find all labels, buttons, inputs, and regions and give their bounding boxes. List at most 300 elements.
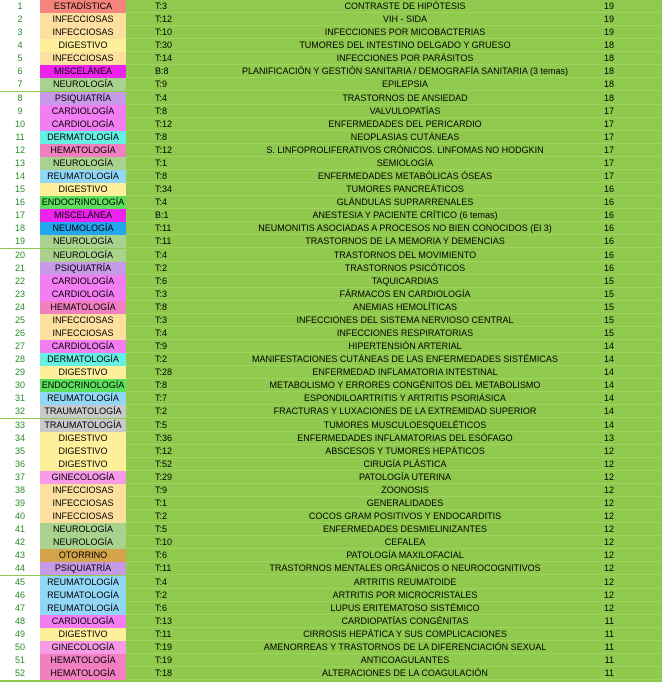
topic-code-cell[interactable]: T:11 [155,223,172,234]
table-row[interactable] [0,92,662,105]
row-number[interactable]: 49 [0,628,40,641]
specialty-cell[interactable]: ENDOCRINOLOGÍA [41,380,125,391]
row-number[interactable]: 23 [0,288,40,301]
topic-code-cell[interactable]: T:11 [155,563,172,574]
table-row[interactable] [0,484,662,497]
topic-name-cell[interactable]: NEOPLASIAS CUTÁNEAS [350,131,460,142]
row-number[interactable]: 17 [0,209,40,222]
question-count-cell[interactable]: 17 [603,118,614,129]
topic-code-cell[interactable]: T:13 [155,615,173,626]
question-count-cell[interactable]: 15 [603,301,614,312]
question-count-cell[interactable]: 15 [603,314,614,325]
question-count-cell[interactable]: 12 [603,498,614,509]
row-number[interactable]: 36 [0,458,40,471]
row-number[interactable]: 40 [0,510,40,523]
question-count-cell[interactable]: 14 [603,354,614,365]
row-number[interactable]: 18 [0,222,40,235]
specialty-cell[interactable]: INFECCIOSAS [40,26,126,39]
table-row[interactable] [0,301,662,314]
topic-code-cell[interactable]: T:36 [155,432,173,443]
table-row[interactable] [0,667,662,680]
row-number[interactable]: 27 [0,340,40,353]
table-row[interactable] [0,314,662,327]
question-count-cell[interactable]: 19 [603,1,614,11]
table-row[interactable] [0,353,662,366]
table-row[interactable] [0,222,662,235]
topic-code-cell[interactable]: T:28 [155,367,173,378]
topic-code-cell[interactable]: B:8 [155,66,169,77]
row-number[interactable]: 32 [0,405,40,418]
table-row[interactable] [0,405,662,418]
specialty-cell[interactable]: DIGESTIVO [40,366,126,379]
table-row[interactable] [0,262,662,275]
topic-name-cell[interactable]: ARTRITIS REUMATOIDE [353,576,457,587]
specialty-cell[interactable]: INFECCIOSAS [40,484,126,497]
topic-code-cell[interactable]: T:3 [155,314,168,325]
row-number[interactable]: 16 [0,196,40,209]
table-row[interactable] [0,392,662,405]
row-number[interactable]: 46 [0,589,40,602]
question-count-cell[interactable]: 12 [603,524,614,535]
specialty-cell[interactable]: PSIQUIATRÍA [40,92,126,105]
topic-name-cell[interactable]: ANESTESIA Y PACIENTE CRÍTICO (6 temas) [312,210,498,221]
table-row[interactable] [0,576,662,589]
specialty-cell[interactable]: NEUMOLOGÍA [40,222,126,235]
topic-name-cell[interactable]: ENFERMEDADES METABÓLICAS ÓSEAS [317,171,493,182]
specialty-cell[interactable]: INFECCIOSAS [40,13,126,26]
row-number[interactable]: 1 [0,0,40,13]
question-count-cell[interactable]: 17 [603,157,614,168]
row-number[interactable]: 44 [0,562,40,575]
row-number[interactable]: 42 [0,536,40,549]
specialty-cell[interactable]: HEMATOLOGÍA [40,144,126,157]
specialty-cell[interactable]: GINECOLOGÍA [40,471,126,484]
topic-name-cell[interactable]: TRASTORNOS DE ANSIEDAD [342,92,468,103]
row-number[interactable]: 9 [0,105,40,118]
table-row[interactable] [0,589,662,602]
topic-name-cell[interactable]: TRASTORNOS DEL MOVIMIENTO [333,249,477,260]
topic-name-cell[interactable]: ENFERMEDADES DEL PERICARDIO [328,118,482,129]
question-count-cell[interactable]: 16 [603,197,614,208]
table-row[interactable] [0,209,662,222]
topic-code-cell[interactable]: T:8 [155,131,168,142]
row-number[interactable]: 28 [0,353,40,366]
topic-name-cell[interactable]: ANTICOAGULANTES [360,655,450,665]
table-row[interactable] [0,432,662,445]
table-row[interactable] [0,654,662,667]
row-number[interactable]: 21 [0,262,40,275]
row-number[interactable]: 31 [0,392,40,405]
topic-name-cell[interactable]: AMENORREAS Y TRASTORNOS DE LA DIFERENCIACIÓN SEXUAL [263,641,547,652]
table-row[interactable] [0,26,662,39]
row-number[interactable]: 22 [0,275,40,288]
question-count-cell[interactable]: 15 [603,328,614,338]
table-row[interactable] [0,628,662,641]
question-count-cell[interactable]: 12 [603,537,614,548]
topic-name-cell[interactable]: CIRUGÍA PLÁSTICA [363,458,447,469]
question-count-cell[interactable]: 13 [603,432,614,443]
question-count-cell[interactable]: 14 [603,367,614,378]
topic-name-cell[interactable]: ALTERACIONES DE LA COAGULACIÓN [322,668,488,679]
topic-code-cell[interactable]: T:4 [155,197,168,208]
question-count-cell[interactable]: 16 [603,262,614,273]
row-number[interactable]: 38 [0,484,40,497]
topic-name-cell[interactable]: INFECCIONES DEL SISTEMA NERVIOSO CENTRAL [296,314,514,325]
table-row[interactable] [0,327,662,340]
topic-name-cell[interactable]: ANEMIAS HEMOLÍTICAS [352,301,458,312]
specialty-cell[interactable]: REUMATOLOGÍA [40,392,126,405]
specialty-cell[interactable]: DERMATOLOGÍA [40,353,126,366]
specialty-cell[interactable]: REUMATOLOGÍA [40,589,126,602]
topic-code-cell[interactable]: T:7 [155,393,168,404]
topic-code-cell[interactable]: T:3 [155,288,168,299]
specialty-cell[interactable]: HEMATOLOGÍA [40,301,126,314]
table-row[interactable] [0,249,662,262]
row-number[interactable]: 48 [0,615,40,628]
question-count-cell[interactable]: 15 [603,275,614,286]
topic-name-cell[interactable]: TRASTORNOS MENTALES ORGÁNICOS O NEUROCOGNITIVOS [269,563,541,574]
table-row[interactable] [0,105,662,118]
specialty-cell[interactable]: DERMATOLOGÍA [40,131,126,144]
topic-name-cell[interactable]: VALVULOPATÍAS [369,105,441,116]
topic-name-cell[interactable]: LUPUS ERITEMATOSO SISTÉMICO [330,602,480,613]
specialty-cell[interactable]: NEUROLOGÍA [40,249,126,262]
topic-name-cell[interactable]: ENFERMEDADES INFLAMATORIAS DEL ESÓFAGO [297,432,513,443]
question-count-cell[interactable]: 18 [603,53,614,64]
question-count-cell[interactable]: 12 [603,511,614,522]
topic-name-cell[interactable]: GENERALIDADES [366,498,444,509]
topic-name-cell[interactable]: MANIFESTACIONES CUTÁNEAS DE LAS ENFERMEDADES SISTÉMICAS [252,354,558,365]
topic-code-cell[interactable]: T:12 [155,14,173,25]
topic-code-cell[interactable]: T:2 [155,589,168,600]
row-number[interactable]: 25 [0,314,40,327]
row-number[interactable]: 39 [0,497,40,510]
question-count-cell[interactable]: 17 [603,171,614,182]
specialty-cell[interactable]: CARDIOLOGÍA [40,288,126,301]
topic-code-cell[interactable]: B:1 [155,210,169,221]
topic-code-cell[interactable]: T:6 [155,602,168,613]
topic-name-cell[interactable]: TUMORES PANCREÁTICOS [346,184,464,195]
table-row[interactable] [0,497,662,510]
table-row[interactable] [0,641,662,654]
specialty-cell[interactable]: NEUROLOGÍA [40,235,126,248]
topic-code-cell[interactable]: T:10 [155,27,173,38]
specialty-cell[interactable]: MISCELÁNEA [40,65,126,78]
row-number[interactable]: 41 [0,523,40,536]
specialty-cell[interactable]: NEUROLOGÍA [40,157,126,170]
topic-code-cell[interactable]: T:2 [155,262,168,273]
topic-code-cell[interactable]: T:9 [155,341,168,352]
topic-code-cell[interactable]: T:19 [155,641,173,652]
table-row[interactable] [0,340,662,353]
row-number[interactable]: 43 [0,549,40,562]
specialty-cell[interactable]: CARDIOLOGÍA [40,340,126,353]
table-row[interactable] [0,144,662,157]
topic-name-cell[interactable]: GLÁNDULAS SUPRARRENALES [336,197,474,208]
topic-code-cell[interactable]: T:34 [155,184,173,195]
topic-code-cell[interactable]: T:6 [155,550,168,561]
specialty-cell[interactable]: DIGESTIVO [40,628,126,641]
row-number[interactable]: 3 [0,26,40,39]
question-count-cell[interactable]: 12 [603,484,614,495]
table-row[interactable] [0,0,662,13]
row-number[interactable]: 13 [0,157,40,170]
table-row[interactable] [0,13,662,26]
table-row[interactable] [0,52,662,65]
question-count-cell[interactable]: 14 [603,419,614,430]
question-count-cell[interactable]: 16 [603,184,614,195]
specialty-cell[interactable]: DIGESTIVO [40,458,126,471]
topic-code-cell[interactable]: T:8 [155,380,168,391]
row-number[interactable]: 19 [0,235,40,248]
table-row[interactable] [0,602,662,615]
topic-name-cell[interactable]: TUMORES DEL INTESTINO DELGADO Y GRUESO [299,40,511,51]
question-count-cell[interactable]: 14 [603,380,614,391]
topic-code-cell[interactable]: T:52 [155,458,173,469]
specialty-cell[interactable]: INFECCIOSAS [40,327,126,340]
question-count-cell[interactable]: 11 [604,655,614,665]
table-row[interactable] [0,471,662,484]
row-number[interactable]: 30 [0,379,40,392]
specialty-cell[interactable]: PSIQUIATRÍA [40,262,126,275]
topic-code-cell[interactable]: T:2 [155,354,168,365]
table-row[interactable] [0,510,662,523]
specialty-cell[interactable]: TRAUMATOLOGÍA [40,419,126,432]
question-count-cell[interactable]: 18 [603,92,614,103]
row-number[interactable]: 12 [0,144,40,157]
row-number[interactable]: 52 [0,667,40,680]
topic-code-cell[interactable]: T:1 [155,498,168,509]
question-count-cell[interactable]: 12 [603,602,614,613]
question-count-cell[interactable]: 11 [604,641,614,652]
question-count-cell[interactable]: 12 [603,563,614,574]
specialty-cell[interactable]: DIGESTIVO [40,445,126,458]
table-row[interactable] [0,549,662,562]
row-number[interactable]: 11 [0,131,40,144]
topic-code-cell[interactable]: T:4 [155,328,168,338]
table-row[interactable] [0,615,662,628]
topic-name-cell[interactable]: ZOONOSIS [381,484,429,495]
topic-code-cell[interactable]: T:30 [155,40,173,51]
topic-name-cell[interactable]: PATOLOGÍA UTERINA [358,471,452,482]
specialty-cell[interactable]: REUMATOLOGÍA [40,170,126,183]
topic-code-cell[interactable]: T:14 [155,53,173,64]
row-number[interactable]: 15 [0,183,40,196]
row-number[interactable]: 33 [0,419,40,432]
topic-code-cell[interactable]: T:9 [155,79,168,90]
topic-name-cell[interactable]: CIRROSIS HEPÁTICA Y SUS COMPLICACIONES [303,628,507,639]
table-row[interactable] [0,419,662,432]
question-count-cell[interactable]: 16 [603,223,614,234]
row-number[interactable]: 45 [0,576,40,589]
topic-name-cell[interactable]: TRASTORNOS DE LA MEMORIA Y DEMENCIAS [305,236,505,247]
topic-name-cell[interactable]: ESPONDILOARTRITIS Y ARTRITIS PSORIÁSICA [304,393,506,404]
question-count-cell[interactable]: 14 [603,393,614,404]
table-row[interactable] [0,445,662,458]
topic-name-cell[interactable]: ABSCESOS Y TUMORES HEPÁTICOS [325,445,485,456]
topic-name-cell[interactable]: CARDIOPATÍAS CONGÉNITAS [341,615,469,626]
question-count-cell[interactable]: 16 [603,249,614,260]
question-count-cell[interactable]: 11 [604,615,614,626]
specialty-cell[interactable]: NEUROLOGÍA [40,523,126,536]
topic-code-cell[interactable]: T:2 [155,511,168,522]
topic-code-cell[interactable]: T:11 [155,628,172,639]
topic-code-cell[interactable]: T:4 [155,249,168,260]
topic-code-cell[interactable]: T:10 [155,537,173,548]
specialty-cell[interactable]: REUMATOLOGÍA [40,576,126,589]
topic-name-cell[interactable]: EPILEPSIA [381,79,429,90]
topic-name-cell[interactable]: FÁRMACOS EN CARDIOLOGÍA [339,288,471,299]
question-count-cell[interactable]: 12 [603,576,614,587]
specialty-cell[interactable]: INFECCIOSAS [40,52,126,65]
question-count-cell[interactable]: 12 [603,471,614,482]
row-number[interactable]: 6 [0,65,40,78]
topic-name-cell[interactable]: S. LINFOPROLIFERATIVOS CRÓNICOS. LINFOMAS NO HODGKIN [266,144,544,155]
topic-name-cell[interactable]: TRASTORNOS PSICÓTICOS [344,262,466,273]
specialty-cell[interactable]: INFECCIOSAS [40,314,126,327]
table-row[interactable] [0,366,662,379]
question-count-cell[interactable]: 18 [603,66,614,77]
specialty-cell[interactable]: CARDIOLOGÍA [40,105,126,118]
topic-name-cell[interactable]: TAQUICARDIAS [371,275,439,286]
topic-code-cell[interactable]: T:8 [155,105,168,116]
question-count-cell[interactable]: 15 [603,288,614,299]
question-count-cell[interactable]: 16 [603,210,614,221]
specialty-cell[interactable]: MISCELÁNEA [40,209,126,222]
question-count-cell[interactable]: 19 [603,27,614,38]
question-count-cell[interactable]: 12 [603,458,614,469]
row-number[interactable]: 14 [0,170,40,183]
specialty-cell[interactable]: NEUROLOGÍA [40,78,126,91]
specialty-cell[interactable]: TRAUMATOLOGÍA [40,405,126,418]
specialty-cell[interactable]: HEMATOLOGÍA [40,667,126,680]
row-number[interactable]: 20 [0,249,40,262]
table-row[interactable] [0,118,662,131]
specialty-cell[interactable]: ENDOCRINOLOGÍA [41,197,125,208]
table-row[interactable] [0,235,662,248]
topic-code-cell[interactable]: T:8 [155,301,168,312]
question-count-cell[interactable]: 18 [603,79,614,90]
question-count-cell[interactable]: 12 [603,589,614,600]
topic-name-cell[interactable]: INFECCIONES RESPIRATORIAS [336,328,474,338]
row-number[interactable]: 50 [0,641,40,654]
topic-code-cell[interactable]: T:3 [155,1,168,11]
table-row[interactable] [0,196,662,209]
question-count-cell[interactable]: 14 [603,341,614,352]
table-row[interactable] [0,562,662,575]
topic-code-cell[interactable]: T:5 [155,524,168,535]
specialty-cell[interactable]: OTORRINO [40,549,126,562]
specialty-cell[interactable]: DIGESTIVO [40,183,126,196]
table-row[interactable] [0,458,662,471]
specialty-cell[interactable]: INFECCIOSAS [40,497,126,510]
specialty-cell[interactable]: CARDIOLOGÍA [40,275,126,288]
row-number[interactable]: 8 [0,92,40,105]
question-count-cell[interactable]: 11 [604,628,614,639]
topic-code-cell[interactable]: T:18 [155,668,173,679]
topic-code-cell[interactable]: T:4 [155,576,168,587]
topic-name-cell[interactable]: ENFERMEDAD INFLAMATORIA INTESTINAL [312,367,498,378]
table-row[interactable] [0,157,662,170]
specialty-cell[interactable]: REUMATOLOGÍA [40,602,126,615]
topic-name-cell[interactable]: CEFALEA [384,537,426,548]
topic-code-cell[interactable]: T:19 [155,655,173,665]
row-number[interactable]: 47 [0,602,40,615]
table-row[interactable] [0,78,662,91]
question-count-cell[interactable]: 18 [603,40,614,51]
specialty-cell[interactable]: CARDIOLOGÍA [40,118,126,131]
question-count-cell[interactable]: 16 [603,236,614,247]
specialty-cell[interactable]: NEUROLOGÍA [40,536,126,549]
question-count-cell[interactable]: 14 [603,406,614,417]
topic-name-cell[interactable]: SEMIOLOGÍA [376,157,434,168]
topic-name-cell[interactable]: NEUMONITIS ASOCIADAS A PROCESOS NO BIEN CONOCIDOS (El 3) [258,223,552,234]
row-number[interactable]: 7 [0,78,40,91]
specialty-cell[interactable]: HEMATOLOGÍA [40,654,126,667]
topic-code-cell[interactable]: T:1 [155,157,168,168]
topic-name-cell[interactable]: FRACTURAS Y LUXACIONES DE LA EXTREMIDAD SUPERIOR [273,406,537,417]
row-number[interactable]: 35 [0,445,40,458]
topic-code-cell[interactable]: T:12 [155,445,173,456]
question-count-cell[interactable]: 19 [603,14,614,25]
table-row[interactable] [0,65,662,78]
table-row[interactable] [0,288,662,301]
row-number[interactable]: 2 [0,13,40,26]
specialty-cell[interactable]: CARDIOLOGÍA [40,615,126,628]
topic-name-cell[interactable]: INFECCIONES POR MICOBACTERIAS [324,27,486,38]
row-number[interactable]: 37 [0,471,40,484]
row-number[interactable]: 51 [0,654,40,667]
row-number[interactable]: 34 [0,432,40,445]
topic-code-cell[interactable]: T:5 [155,419,168,430]
topic-name-cell[interactable]: ARTRITIS POR MICROCRISTALES [332,589,478,600]
table-row[interactable] [0,523,662,536]
row-number[interactable]: 10 [0,118,40,131]
specialty-cell[interactable]: INFECCIOSAS [40,510,126,523]
topic-name-cell[interactable]: ENFERMEDADES DESMIELINIZANTES [322,524,488,535]
topic-code-cell[interactable]: T:12 [155,118,173,129]
table-row[interactable] [0,183,662,196]
table-row[interactable] [0,39,662,52]
specialty-cell[interactable]: ESTADÍSTICA [40,0,126,13]
topic-name-cell[interactable]: METABOLISMO Y ERRORES CONGÉNITOS DEL METABOLISMO [269,380,541,391]
topic-name-cell[interactable]: COCOS GRAM POSITIVOS Y ENDOCARDITIS [308,511,502,522]
topic-name-cell[interactable]: PATOLOGÍA MAXILOFACIAL [346,550,464,561]
table-row[interactable] [0,379,662,392]
question-count-cell[interactable]: 12 [603,445,614,456]
topic-name-cell[interactable]: PLANIFICACIÓN Y GESTIÓN SANITARIA / DEMOGRAFÍA SANITARIA (3 temas) [242,66,568,77]
topic-code-cell[interactable]: T:6 [155,275,168,286]
question-count-cell[interactable]: 17 [603,105,614,116]
topic-name-cell[interactable]: CONTRASTE DE HIPÓTESIS [344,1,466,11]
question-count-cell[interactable]: 11 [604,668,614,679]
topic-code-cell[interactable]: T:12 [155,144,173,155]
topic-code-cell[interactable]: T:29 [155,471,173,482]
table-row[interactable] [0,536,662,549]
topic-code-cell[interactable]: T:8 [155,171,168,182]
table-row[interactable] [0,275,662,288]
topic-code-cell[interactable]: T:4 [155,92,168,103]
specialty-cell[interactable]: DIGESTIVO [40,39,126,52]
topic-name-cell[interactable]: INFECCIONES POR PARÁSITOS [336,53,474,64]
topic-name-cell[interactable]: TUMORES MUSCULOESQUELÉTICOS [323,419,487,430]
topic-name-cell[interactable]: HIPERTENSIÓN ARTERIAL [348,341,462,352]
specialty-cell[interactable]: GINECOLOGÍA [40,641,126,654]
table-row[interactable] [0,131,662,144]
row-number[interactable]: 4 [0,39,40,52]
question-count-cell[interactable]: 17 [603,131,614,142]
row-number[interactable]: 26 [0,327,40,340]
